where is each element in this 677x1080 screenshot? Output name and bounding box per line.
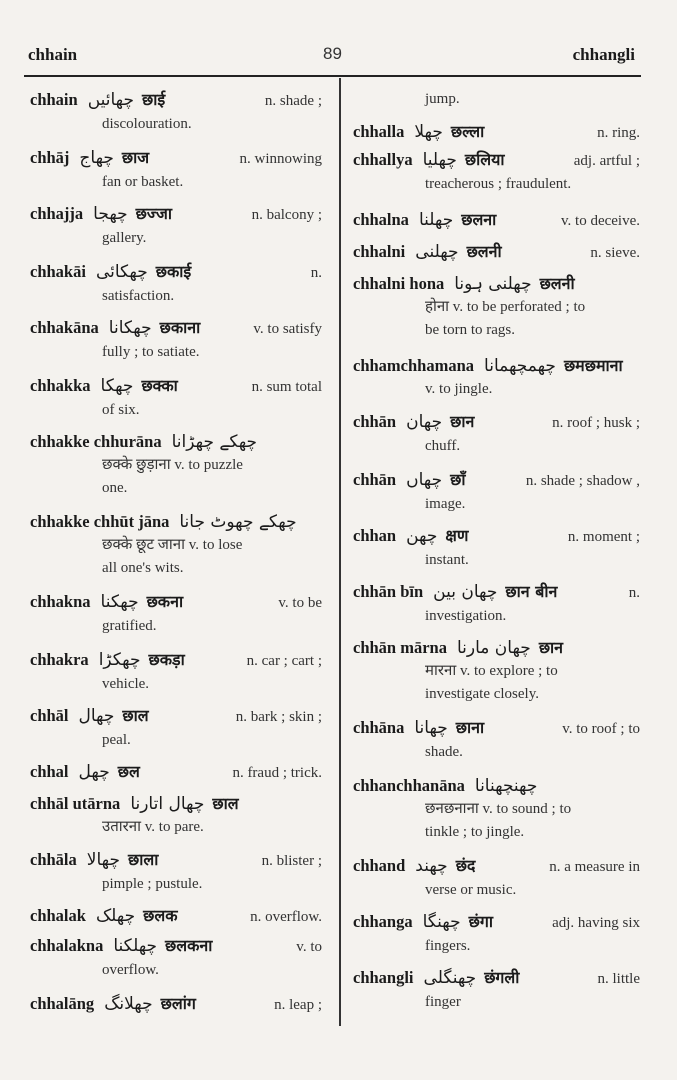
dictionary-entry	[353, 410, 640, 458]
entry-headword: chhan	[353, 526, 397, 545]
entry-definition-continued: छक्के छूट जाना v. to lose	[102, 537, 243, 553]
entry-urdu-script: چھلکنا	[113, 936, 158, 956]
dictionary-entry	[353, 354, 640, 401]
entry-definition-continued: peal.	[102, 732, 131, 748]
entry-headword: chhallya	[353, 150, 413, 169]
entry-urdu-script: چھلا	[414, 122, 443, 142]
entry-headword: chhakāi	[30, 262, 86, 281]
entry-urdu-script: چھکے چھڑانا	[171, 432, 258, 452]
entry-headword: chhakke chhurāna	[30, 432, 162, 451]
dictionary-entry	[30, 904, 322, 929]
entry-urdu-script: چھان	[406, 412, 443, 432]
entry-urdu-script: چھائیں	[87, 90, 135, 110]
header-left-guide-word: chhain	[28, 45, 78, 64]
entry-headword: chhān bīn	[353, 582, 424, 601]
entry-hindi-script: छंगा	[468, 912, 494, 931]
entry-hindi-script: छाल	[122, 706, 149, 725]
entry-urdu-script: چھالا	[86, 850, 120, 870]
entry-urdu-script: چھنگا	[422, 912, 461, 932]
entry-definition-continued: all one's wits.	[102, 560, 184, 576]
entry-urdu-script: چھال	[78, 706, 115, 726]
entry-urdu-script: چھنچھنانا	[474, 776, 538, 796]
entry-headword: chhangli	[353, 968, 414, 987]
entry-definition: v. to deceive.	[561, 213, 640, 229]
entry-definition: n. overflow.	[250, 909, 322, 925]
entry-definition: n.	[628, 585, 640, 601]
entry-definition: v. to roof ; to	[562, 721, 640, 737]
entry-definition-continued: छनछनाना v. to sound ; to	[425, 801, 572, 817]
dictionary-entry	[30, 648, 322, 696]
entry-headword: chhāna	[353, 718, 405, 737]
entry-headword: chhāla	[30, 850, 77, 869]
entry-headword: chhalāng	[30, 994, 95, 1013]
entry-hindi-script: छल्ला	[450, 122, 485, 141]
entry-urdu-script: چھکانا	[108, 318, 152, 338]
entry-headword: chhalna	[353, 210, 409, 229]
dictionary-entry	[30, 202, 322, 250]
header-right-guide-word: chhangli	[572, 45, 635, 64]
entry-hindi-script: छज्जा	[135, 204, 173, 223]
page-number: 89	[323, 44, 342, 63]
entry-hindi-script: छान	[538, 638, 564, 657]
entry-urdu-script: چھکائی	[95, 262, 148, 282]
entry-urdu-script: چھال اتارنا	[130, 794, 205, 814]
entry-urdu-script: چھانا	[414, 718, 448, 738]
entry-hindi-script: छलांग	[160, 994, 196, 1013]
entry-urdu-script: چھکے چھوٹ جانا	[179, 512, 297, 532]
entry-urdu-script: چھکڑا	[98, 650, 141, 670]
entry-definition: n. car ; cart ;	[246, 653, 322, 669]
entry-definition-continued: chuff.	[425, 438, 461, 454]
entry-definition: n. bark ; skin ;	[235, 709, 322, 725]
entry-headword: chhān mārna	[353, 638, 447, 657]
dictionary-entry	[30, 430, 322, 500]
entry-headword: chhand	[353, 856, 406, 875]
entry-definition-continued: finger	[425, 994, 461, 1010]
entry-headword: chhān	[353, 470, 397, 489]
entry-definition-continued: satisfaction.	[102, 288, 175, 304]
entry-definition-continued: pimple ; pustule.	[102, 876, 203, 892]
entry-urdu-script: چھلنی ہونا	[454, 274, 532, 294]
entry-definition: n. moment ;	[567, 529, 640, 545]
dictionary-entry	[30, 992, 322, 1017]
entry-urdu-script: چھمچھمانا	[484, 356, 556, 376]
dictionary-entry	[30, 760, 322, 785]
entry-headword: chhalakna	[30, 936, 104, 955]
entry-definition-continued: छक्के छुड़ाना v. to puzzle	[102, 457, 243, 473]
entry-headword: chhāj	[30, 148, 70, 167]
entry-headword: chhakāna	[30, 318, 99, 337]
entry-definition-continued: gallery.	[102, 230, 147, 246]
entry-hindi-script: छकना	[146, 592, 184, 611]
dictionary-entry	[353, 716, 640, 764]
dictionary-entry	[353, 774, 640, 844]
entry-hindi-script: छलिया	[464, 150, 505, 169]
entry-definition-continued: fully ; to satiate.	[102, 344, 200, 360]
dictionary-entry	[30, 146, 322, 194]
entry-definition-continued: fingers.	[425, 938, 471, 954]
entry-definition-continued: of six.	[102, 402, 140, 418]
entry-headword: chhal	[30, 762, 69, 781]
entry-headword: chhanchhanāna	[353, 776, 465, 795]
entry-hindi-script: छाला	[128, 850, 159, 869]
entry-hindi-script: छलकना	[165, 936, 213, 955]
entry-hindi-script: छलक	[143, 906, 178, 925]
entry-definition: adj. artful ;	[573, 153, 640, 169]
entry-urdu-script: چھکا	[100, 376, 134, 396]
entry-definition: n. shade ;	[264, 93, 322, 109]
entry-definition: n.	[310, 265, 322, 281]
entry-headword: chhakna	[30, 592, 91, 611]
entry-urdu-script: چھاں	[406, 470, 443, 490]
entry-urdu-script: چھجا	[93, 204, 128, 224]
entry-headword: chhain	[30, 90, 78, 109]
entry-urdu-script: چھند	[415, 856, 448, 876]
entry-hindi-script: छान बीन	[505, 582, 558, 601]
entry-definition-continued: tinkle ; to jingle.	[425, 824, 525, 840]
dictionary-entry	[30, 934, 322, 982]
entry-urdu-script: چھان مارنا	[456, 638, 531, 658]
dictionary-entry	[353, 208, 640, 233]
entry-hindi-script: छकड़ा	[148, 650, 185, 669]
entry-urdu-script: چھنگلی	[423, 968, 477, 988]
entry-headword: chhakke chhūt jāna	[30, 512, 170, 531]
entry-headword: chhakra	[30, 650, 89, 669]
entry-headword: chhamchhamana	[353, 356, 475, 375]
dictionary-entry	[30, 792, 322, 839]
entry-hindi-script: छाँ	[450, 470, 466, 489]
entry-headword: chhāl	[30, 706, 69, 725]
entry-definition-continued: vehicle.	[102, 676, 150, 692]
entry-definition-continued: treacherous ; fraudulent.	[425, 176, 572, 192]
entry-definition: n. sum total	[251, 379, 322, 395]
entry-headword: chhalak	[30, 906, 86, 925]
entry-definition: n. a measure in	[549, 859, 640, 875]
entry-definition-continued: gratified.	[102, 618, 157, 634]
entry-definition-continued: fan or basket.	[102, 174, 184, 190]
dictionary-entry	[30, 316, 322, 364]
entry-hindi-script: छमछमाना	[563, 356, 623, 375]
dictionary-entry	[30, 88, 322, 136]
entry-definition-continued: मारना v. to explore ; to	[425, 663, 558, 679]
entry-hindi-script: छक्का	[141, 376, 178, 395]
entry-urdu-script: چھکنا	[100, 592, 139, 612]
entry-definition: v. to satisfy	[253, 321, 322, 337]
dictionary-entry	[353, 580, 640, 628]
dictionary-entry	[353, 240, 640, 265]
entry-hindi-script: छकाना	[159, 318, 201, 337]
entry-definition-continued: shade.	[425, 744, 463, 760]
entry-definition-continued: overflow.	[102, 962, 159, 978]
dictionary-entry	[353, 468, 640, 516]
entry-urdu-script: چھاج	[79, 148, 114, 168]
entry-definition: v. to be	[278, 595, 322, 611]
entry-urdu-script: چھان بین	[433, 582, 498, 602]
dictionary-entry	[353, 636, 640, 706]
entry-headword: chhān	[353, 412, 397, 431]
column-divider	[339, 78, 341, 1026]
entry-definition-continued: उतारना v. to pare.	[102, 819, 204, 835]
dictionary-entry	[30, 704, 322, 752]
entry-definition-continued: instant.	[425, 552, 469, 568]
entry-definition-continued: investigate closely.	[425, 686, 539, 702]
entry-hindi-script: छाई	[142, 90, 166, 109]
entry-definition: n. balcony ;	[251, 207, 322, 223]
entry-hindi-script: छल	[117, 762, 140, 781]
entry-definition: n. little	[597, 971, 640, 987]
entry-urdu-script: چھلنا	[418, 210, 454, 230]
entry-headword: chhanga	[353, 912, 413, 931]
entry-urdu-script: چھلانگ	[104, 994, 153, 1014]
entry-definition-continued: discolouration.	[102, 116, 192, 132]
entry-definition-continued: investigation.	[425, 608, 507, 624]
dictionary-entry	[353, 910, 640, 958]
entry-definition-continued: image.	[425, 496, 466, 512]
entry-definition-continued: jump.	[425, 91, 460, 107]
entry-urdu-script: چھلنی	[415, 242, 459, 262]
entry-hindi-script: छलना	[461, 210, 497, 229]
dictionary-entry	[353, 524, 640, 572]
entry-definition: n. sieve.	[590, 245, 640, 261]
entry-headword: chhalni hona	[353, 274, 445, 293]
entry-hindi-script: छाना	[455, 718, 485, 737]
entry-hindi-script: छंद	[455, 856, 476, 875]
entry-urdu-script: چھل	[78, 762, 110, 782]
dictionary-entry	[353, 120, 640, 145]
entry-hindi-script: छकाई	[155, 262, 192, 281]
entry-urdu-script: چھلیا	[422, 150, 457, 170]
entry-headword: chhāl utārna	[30, 794, 121, 813]
entry-hindi-script: क्षण	[445, 526, 469, 545]
dictionary-entry	[353, 272, 640, 342]
entry-hindi-script: छलनी	[539, 274, 575, 293]
entry-definition: adj. having six	[552, 915, 640, 931]
dictionary-entry	[353, 854, 640, 902]
entry-hindi-script: छंगली	[484, 968, 520, 987]
entry-hindi-script: छाज	[121, 148, 150, 167]
entry-hindi-script: छलनी	[466, 242, 502, 261]
entry-definition: n. roof ; husk ;	[552, 415, 640, 431]
entry-definition-continued: होना v. to be perforated ; to	[425, 299, 586, 315]
entry-definition-continued: verse or music.	[425, 882, 517, 898]
entry-urdu-script: چھلک	[95, 906, 136, 926]
entry-definition: n. fraud ; trick.	[232, 765, 322, 781]
entry-definition-continued: v. to jingle.	[425, 381, 493, 397]
entry-definition: n. winnowing	[239, 151, 322, 167]
dictionary-entry	[30, 848, 322, 896]
entry-hindi-script: छाल	[212, 794, 239, 813]
entry-definition: n. shade ; shadow ,	[525, 473, 640, 489]
entry-definition: n. leap ;	[274, 997, 322, 1013]
dictionary-entry	[30, 590, 322, 638]
entry-headword: chhajja	[30, 204, 84, 223]
dictionary-entry	[353, 966, 640, 1014]
entry-definition: v. to	[296, 939, 322, 955]
entry-headword: chhalla	[353, 122, 405, 141]
entry-definition: n. blister ;	[261, 853, 322, 869]
dictionary-entry	[30, 260, 322, 308]
entry-urdu-script: چھن	[406, 526, 438, 546]
dictionary-entry	[30, 510, 322, 580]
entry-headword: chhakka	[30, 376, 91, 395]
entry-hindi-script: छान	[450, 412, 475, 431]
entry-definition: n. ring.	[597, 125, 640, 141]
dictionary-entry	[353, 88, 640, 111]
entry-headword: chhalni	[353, 242, 406, 261]
entry-definition-continued: one.	[102, 480, 128, 496]
dictionary-entry	[353, 148, 640, 196]
header-rule	[24, 75, 641, 77]
dictionary-entry	[30, 374, 322, 422]
entry-definition-continued: be torn to rags.	[425, 322, 515, 338]
